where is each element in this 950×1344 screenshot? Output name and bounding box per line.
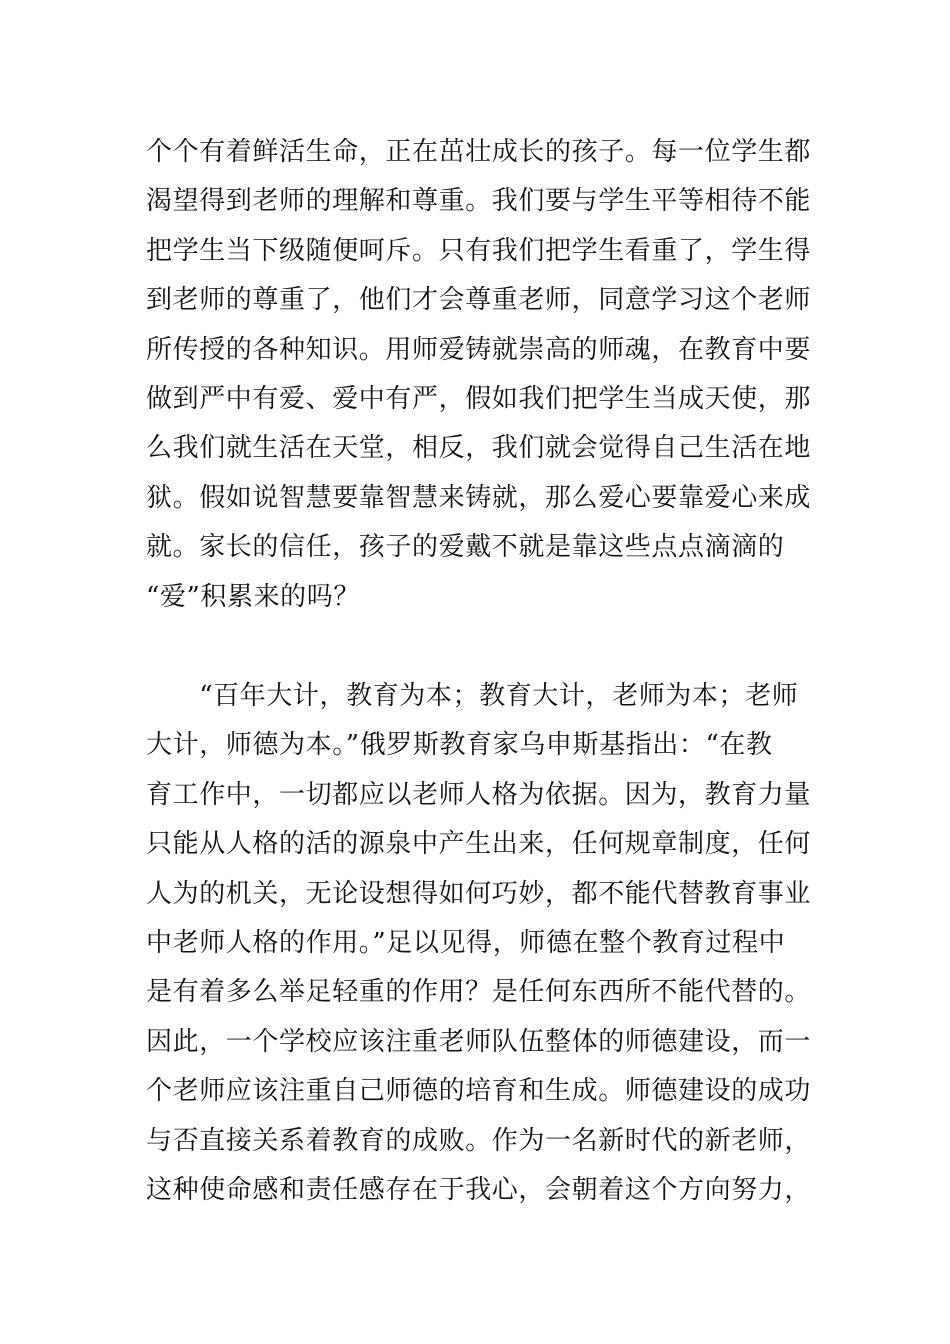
text-line: 这种使命感和责任感存在于我心，会朝着这个方向努力， [146,1174,812,1205]
text-line: 做到严中有爱、爱中有严，假如我们把学生当成天使，那 [146,383,812,414]
text-line: 因此，一个学校应该注重老师队伍整体的师德建设，而一 [146,1026,812,1057]
text-line: 是有着多么举足轻重的作用？是任何东西所不能代替的。 [146,977,812,1008]
text-line: 到老师的尊重了，他们才会尊重老师，同意学习这个老师 [146,285,812,316]
text-line: 所传授的各种知识。用师爱铸就崇高的师魂，在教育中要 [146,334,812,365]
text-line: 育工作中，一切都应以老师人格为依据。因为，教育力量 [146,779,812,810]
text-line: 渴望得到老师的理解和尊重。我们要与学生平等相待不能 [146,186,812,217]
text-line: “爱”积累来的吗？ [146,581,360,612]
paragraph-1 [146,128,816,622]
text-line: 中老师人格的作用。”足以见得，师德在整个教育过程中 [146,927,786,958]
text-line: 就。家长的信任，孩子的爱戴不就是靠这些点点滴滴的 [146,532,785,563]
text-line: 人为的机关，无论设想得如何巧妙，都不能代替教育事业 [146,878,812,909]
text-line: 与否直接关系着教育的成败。作为一名新时代的新老师， [146,1125,812,1156]
paragraph-2 [146,672,816,1215]
text-line: 大计，师德为本。”俄罗斯教育家乌申斯基指出：“在教 [146,730,773,761]
text-line: 把学生当下级随便呵斥。只有我们把学生看重了，学生得 [146,235,812,266]
text-line: 个个有着鲜活生命，正在茁壮成长的孩子。每一位学生都 [146,137,812,167]
text-line: 只能从人格的活的源泉中产生出来，任何规章制度，任何 [146,829,812,860]
text-line: 狱。假如说智慧要靠智慧来铸就，那么爱心要靠爱心来成 [146,482,812,513]
text-line: “百年大计，教育为本；教育大计，老师为本；老师 [146,681,799,711]
text-line: 么我们就生活在天堂，相反，我们就会觉得自己生活在地 [146,433,812,464]
text-line: 个老师应该注重自己师德的培育和生成。师德建设的成功 [146,1076,812,1107]
